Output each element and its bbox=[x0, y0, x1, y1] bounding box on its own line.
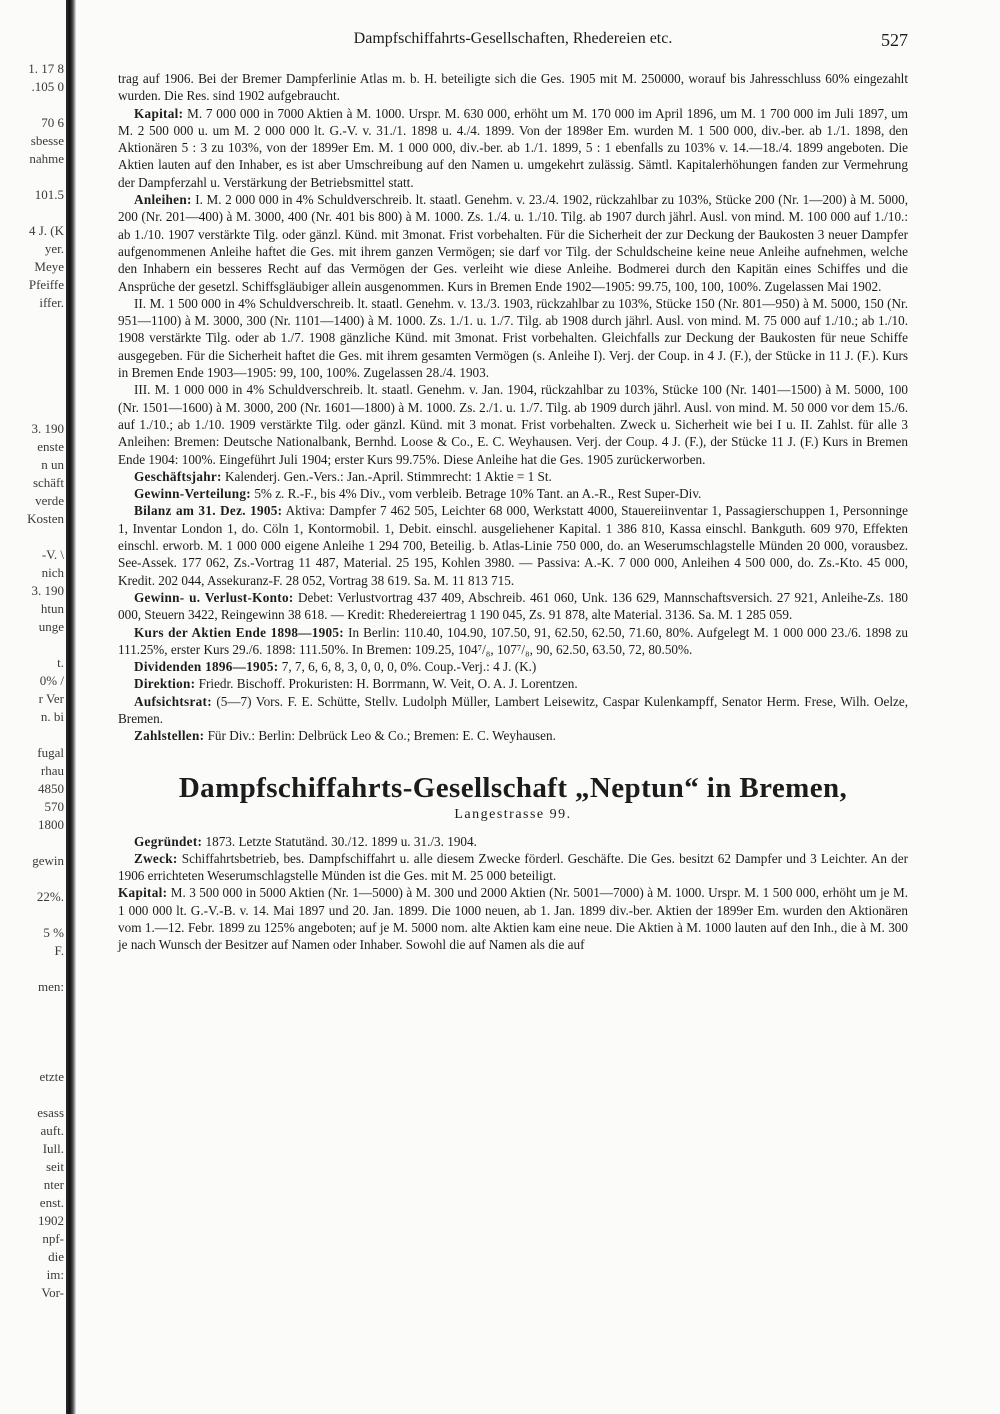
paragraph-text: trag auf 1906. Bei der Bremer Dampferlinie Atlas m. b. H. beteiligte sich die Ges. 1905 mit M. 250000, worauf bis Jahresschluss 60% eingezahlt wurden. Die Res. sind 1902 aufgebraucht. bbox=[118, 71, 908, 104]
paragraph-text: Friedr. Bischoff. Prokuristen: H. Borrmann, W. Veit, O. A. J. Lorentzen. bbox=[198, 676, 578, 692]
previous-page-margin bbox=[0, 60, 68, 1414]
margin-fragment bbox=[0, 996, 68, 1014]
paragraph bbox=[118, 589, 908, 624]
margin-fragment: enste bbox=[37, 439, 64, 454]
margin-fragment: fugal bbox=[37, 745, 64, 760]
paragraph bbox=[118, 675, 908, 692]
page-number: 527 bbox=[881, 30, 908, 50]
paragraph bbox=[118, 105, 908, 191]
margin-fragment bbox=[0, 96, 68, 114]
margin-fragment: 1800 bbox=[38, 817, 64, 832]
margin-fragment bbox=[0, 960, 68, 978]
running-header-title: Dampfschiffahrts-Gesellschaften, Rhedereien etc. bbox=[353, 30, 673, 47]
margin-fragment: etzte bbox=[39, 1069, 64, 1084]
margin-fragment: 1. 17 8 bbox=[28, 61, 64, 76]
paragraph bbox=[118, 502, 908, 588]
margin-fragment: nich bbox=[41, 565, 64, 580]
paragraph bbox=[118, 295, 908, 381]
paragraph bbox=[118, 833, 908, 850]
margin-fragment: t. bbox=[57, 655, 64, 670]
paragraph-text: 7, 7, 6, 6, 8, 3, 0, 0, 0, 0%. Coup.-Verj.: 4 J. (K.) bbox=[281, 659, 537, 675]
paragraph bbox=[118, 658, 908, 675]
paragraph-text: 5% z. R.-F., bis 4% Div., vom verbleib. Betrage 10% Tant. an A.-R., Rest Super-Div. bbox=[254, 486, 702, 502]
margin-fragment: auft. bbox=[40, 1123, 64, 1138]
margin-fragment: Iull. bbox=[42, 1141, 64, 1156]
section-label: Bilanz am 31. Dez. 1905: bbox=[134, 503, 283, 519]
margin-fragment: r Ver bbox=[38, 691, 64, 706]
paragraph bbox=[118, 468, 908, 485]
margin-fragment bbox=[0, 906, 68, 924]
paragraph bbox=[118, 70, 908, 105]
section-label: Zweck: bbox=[134, 850, 178, 866]
paragraph bbox=[118, 850, 908, 885]
margin-fragment: die bbox=[48, 1249, 64, 1264]
margin-fragment: F. bbox=[54, 943, 64, 958]
company-address: Langestrasse 99. bbox=[454, 806, 572, 822]
paragraph-text: Aktiva: Dampfer 7 462 505, Leichter 68 000, Werkstatt 4000, Stauereiinventar 1, Passagierschuppen 1, Personninge 1, Inventar London 1, do. Cöln 1, Kontormobil. 1, Debit. einschl. ausgeliehener Kapital. 1 386 810, Kassa einschl. Bankguth. 609 970, Effekten einschl. erworb. M. 1 000 000 eigene Anleihe 1 294 700, Beteilig. b. Atlas-Linie 750 000, do. an Weserumschlagstelle Münden 20 000, vorausbez. See-Assek. 177 062, Zs.-Vortrag 11 487, Material. 25 195, Kohlen 3980. — Passiva: A.-K. 7 000 000, Anleihen 4 500 000, do. Zs.-Kto. 45 000, Kredit. 202 044, Assekuranz-F. 28 052, Vortrag 38 619. Sa. M. 11 813 715. bbox=[118, 503, 908, 588]
margin-fragment: 70 6 bbox=[41, 115, 64, 130]
paragraph-text: II. M. 1 500 000 in 4% Schuldverschreib. lt. staatl. Genehm. v. 13./3. 1903, rückzahlbar zu 103%, Stücke 150 (Nr. 801—950) à M. 5000, 150 (Nr. 951—1100) à M. 3000, 300 (Nr. 1101—1400) à M. 1000. Zs. 1./1. u. 1./7. Tilg. ab 1908 durch jährl. Ausl. von mind. M. 75 000 auf 1./10.; ab 1./10. 1908 verstärkte Tilg. oder ab 1./7. 1908 gänzliche Künd. mit 3monat. Frist vorbehalten. Gleichfalls zur Deckung der Baukosten für neue Schiffe ausgegeben. Für die Sicherheit haftet die Ges. mit ihrem gesamten Vermögen (s. Anleihe I). Verj. der Coup. in 4 J. (F.), der Stücke in 11 J. (F.). Kurs in Bremen Ende 1903—1905: 99, 100, 100%. Zugelassen 28./4. 1903. bbox=[118, 295, 908, 381]
margin-fragment: 0% / bbox=[39, 673, 64, 688]
paragraph bbox=[118, 693, 908, 728]
section-label: Kapital: bbox=[118, 885, 168, 901]
running-header bbox=[118, 30, 908, 56]
paragraph-text: Debet: Verlustvortrag 437 409, Abschreib. 461 060, Unk. 136 629, Mannschaftsversich. 27 921, Anleihe-Zs. 180 000, Steuern 3422, Reingewinn 38 618. — Kredit: Rhedereiertrag 1 190 045, Zs. 91 878, alte Material. 3136. Sa. M. 1 285 059. bbox=[118, 589, 909, 623]
margin-fragment bbox=[0, 1014, 68, 1032]
margin-fragment: nter bbox=[43, 1177, 64, 1192]
margin-fragment: 4850 bbox=[38, 781, 64, 796]
margin-fragment: .105 0 bbox=[31, 79, 64, 94]
section-label: Aufsichtsrat: bbox=[134, 693, 212, 709]
margin-fragment: sbesse bbox=[30, 133, 64, 148]
paragraph-text: Für Div.: Berlin: Delbrück Leo & Co.; Bremen: E. C. Weyhausen. bbox=[207, 728, 556, 744]
margin-fragment: 3. 190 bbox=[31, 583, 64, 598]
paragraph-text: M. 7 000 000 in 7000 Aktien à M. 1000. Urspr. M. 630 000, erhöht um M. 170 000 im April 1896, um M. 1 700 000 im Juli 1897, um M. 2 500 000 u. um M. 2 000 000 lt. G.-V. v. 31./1. 1898 u. 4./4. 1899. Von der 1898er Em. wurden M. 1 500 000, div.-ber. ab 1./1. 1898, den Aktionären 5 : 3 zu 103%, von der 1899er Em. M. 1 000 000, div.-ber. ab 1./1. 1899, 5 : 1 ebenfalls zu 103% v. 14.—18./4. 1899 angeboten. Die Aktien lauten auf den Inhaber, es ist aber Umschreibung auf den Namen u. umgekehrt zulässig. Sämtl. Kapitalerhöhungen fanden zur Vermehrung der Dampferzahl u. Verstärkung der Betriebsmittel statt. bbox=[118, 105, 909, 190]
paragraph-text: M. 3 500 000 in 5000 Aktien (Nr. 1—5000) à M. 300 und 2000 Aktien (Nr. 5001—7000) à M. 1000. Urspr. M. 1 500 000, erhöht um je M. 1 000 000 lt. G.-V.-B. v. 14. Mai 1897 und 20. Jan. 1899. Die 1000 neuen, ab 1. Jan. 1899 div.-ber. Aktien der 1899er Em. wurden den Aktionären vom 1.—12. Febr. 1899 zu 125% angeboten; auf je M. 5000 nom. alte Aktien kam eine neue. Die Aktien à M. 1000 lauten auf den Inh., die à M. 300 je nach Wunsch der Besitzer auf Namen oder Inhaber. Sowohl die auf Namen als die auf bbox=[118, 885, 908, 953]
margin-fragment: 101.5 bbox=[34, 187, 64, 202]
paragraph bbox=[118, 624, 908, 659]
margin-fragment: htun bbox=[40, 601, 64, 616]
margin-fragment bbox=[0, 402, 68, 420]
margin-fragment: men: bbox=[38, 979, 64, 994]
section-label: Geschäftsjahr: bbox=[134, 468, 222, 484]
margin-fragment bbox=[0, 312, 68, 330]
margin-fragment bbox=[0, 1032, 68, 1050]
margin-fragment bbox=[0, 870, 68, 888]
paragraph bbox=[118, 727, 908, 744]
margin-fragment: 3. 190 bbox=[31, 421, 64, 436]
paragraph-text: I. M. 2 000 000 in 4% Schuldverschreib. lt. staatl. Genehm. v. 23./4. 1902, rückzahlbar zu 103%, Stücke 200 (Nr. 1—200) à M. 5000, 200 (Nr. 201—400) à M. 3000, 400 (Nr. 401 bis 800) à M. 1000. Zs. 1./4. u. 1./10. Tilg. ab 1907 durch jährl. Ausl. von mind. M. 100 000 auf 1./10.: ab 1./10. 1907 verstärkte Tilg. oder gänzl. Künd. mit 3monat. Frist vorbehalten. Für die Sicherheit der zur Deckung der Baukosten 3 neuer Dampfer aufgenommenen Anleihe haftet die Ges. mit ihrem ganzen Vermögen; sie darf vor Tilg. der Schuldscheine keine neue Anleihe aufnehmen, welche den Inhabern ein besseres Recht auf das Vermögen der Ges. verleiht wie diese Anleihe. Bodmerei durch den Kapitän eines Schiffes und die Ansprüche der gesetzl. Schiffsgläubiger allein ausgenommen. Kurs in Bremen Ende 1902—1905: 99.75, 100, 100, 100%. Zugelassen Mai 1902. bbox=[118, 192, 908, 294]
margin-fragment: 1902 bbox=[38, 1213, 64, 1228]
margin-fragment bbox=[0, 636, 68, 654]
book-fold-shadow bbox=[66, 0, 76, 1414]
margin-fragment: n. bi bbox=[40, 709, 64, 724]
section-label: Gewinn- u. Verlust-Konto: bbox=[134, 589, 294, 605]
margin-fragment: 5 % bbox=[43, 925, 64, 940]
paragraph-text: (5—7) Vors. F. E. Schütte, Stellv. Ludolph Müller, Lambert Leisewitz, Caspar Kulenkampff, Senator Herm. Frese, Wilh. Oelze, Bremen. bbox=[118, 693, 909, 726]
paragraph-text: In Berlin: 110.40, 104.90, 107.50, 91, 62.50, 62.50, 71.60, 80%. Aufgelegt M. 1 000 000 23./6. 1898 zu 111.25%, erster Kurs 29./6. 1898: 111.50%. In Bremen: 109.25, 104⁷/₈, 107⁷/₈, 90, 62.50, 63.50, 72, 80.50%. bbox=[118, 624, 909, 657]
margin-fragment: Pfeiffe bbox=[28, 277, 64, 292]
margin-fragment: esass bbox=[37, 1105, 64, 1120]
margin-fragment: rhau bbox=[40, 763, 64, 778]
paragraph bbox=[118, 381, 908, 467]
margin-fragment: -V. \ bbox=[41, 547, 64, 562]
margin-fragment: verde bbox=[35, 493, 64, 508]
margin-fragment: nahme bbox=[29, 151, 64, 166]
paragraph bbox=[118, 485, 908, 502]
margin-fragment bbox=[0, 168, 68, 186]
section-label: Gewinn-Verteilung: bbox=[134, 486, 252, 502]
margin-fragment: unge bbox=[38, 619, 64, 634]
margin-fragment bbox=[0, 384, 68, 402]
margin-fragment: npf- bbox=[42, 1231, 64, 1246]
paragraph-text: Kalenderj. Gen.-Vers.: Jan.-April. Stimmrecht: 1 Aktie = 1 St. bbox=[225, 468, 552, 484]
previous-company-entry bbox=[118, 70, 908, 745]
margin-fragment bbox=[0, 330, 68, 348]
margin-fragment: enst. bbox=[39, 1195, 64, 1210]
paragraph-text: Schiffahrtsbetrieb, bes. Dampfschiffahrt u. alle diesem Zwecke förderl. Geschäfte. Die Ges. besitzt 62 Dampfer und 3 Leichter. An der 1906 errichteten Weserumschlagstelle Münden ist die Ges. mit M. 25 000 beteiligt. bbox=[118, 850, 908, 884]
margin-fragment bbox=[0, 204, 68, 222]
section-label: Anleihen: bbox=[134, 192, 192, 208]
section-label: Zahlstellen: bbox=[134, 728, 205, 744]
margin-fragment bbox=[0, 726, 68, 744]
margin-fragment: n un bbox=[41, 457, 64, 472]
paragraph-text: III. M. 1 000 000 in 4% Schuldverschreib. lt. staatl. Genehm. v. Jan. 1904, rückzahlbar zu 103%, Stücke 100 (Nr. 1401—1500) à M. 5000, 100 (Nr. 1501—1600) à M. 3000, 200 (Nr. 1601—1800) à M. 1000. Zs. 2./1. u. 1./7. Tilg. ab 1909 durch jährl. Ausl. von mind. M. 50 000 vor dem 15./6. auf 1./10.; ab 1./10. 1909 verstärkte Tilg. oder gänzl. Künd. mit 3 monat. Frist vorbehalten. Zweck u. Sicherheit wie bei I u. II. Zahlst. für alle 3 Anleihen: Bremen: Deutsche Nationalbank, Bernhd. Loose & Co., E. C. Weyhausen. Verj. der Coup. 4 J. (F.), der Stücke 11 J. (F.) Kurs in Bremen Ende 1904: 100%. Eingeführt Juli 1904; erster Kurs 99.75%. Diese Anleihe hat die Ges. 1905 zurückerworben. bbox=[118, 382, 908, 467]
margin-fragment: schäft bbox=[32, 475, 64, 490]
paragraph-text: 1873. Letzte Statutänd. 30./12. 1899 u. 31./3. 1904. bbox=[205, 833, 477, 849]
section-label: Dividenden 1896—1905: bbox=[134, 659, 279, 675]
margin-fragment bbox=[0, 834, 68, 852]
margin-fragment bbox=[0, 528, 68, 546]
margin-fragment bbox=[0, 366, 68, 384]
section-label: Kapital: bbox=[134, 105, 184, 121]
margin-fragment: Vor- bbox=[41, 1285, 64, 1300]
margin-fragment: gewin bbox=[32, 853, 64, 868]
paragraph bbox=[118, 884, 908, 953]
margin-fragment: 4 J. (K bbox=[28, 223, 64, 238]
section-label: Direktion: bbox=[134, 676, 196, 692]
margin-fragment: Meye bbox=[34, 259, 64, 274]
paragraph bbox=[118, 191, 908, 295]
margin-fragment bbox=[0, 348, 68, 366]
margin-fragment: im: bbox=[46, 1267, 64, 1282]
margin-fragment: Kosten bbox=[27, 511, 64, 526]
section-label: Kurs der Aktien Ende 1898—1905: bbox=[134, 624, 344, 640]
margin-fragment bbox=[0, 1050, 68, 1068]
margin-fragment: 570 bbox=[44, 799, 64, 814]
margin-fragment: iffer. bbox=[39, 295, 64, 310]
margin-fragment bbox=[0, 1086, 68, 1104]
neptun-company-entry bbox=[118, 833, 908, 954]
company-title: Dampfschiffahrts-Gesellschaft „Neptun“ in Bremen, bbox=[178, 771, 848, 804]
margin-fragment: yer. bbox=[44, 241, 64, 256]
margin-fragment: 22%. bbox=[36, 889, 64, 904]
page-content bbox=[118, 30, 908, 954]
margin-fragment: seit bbox=[45, 1159, 64, 1174]
section-label: Gegründet: bbox=[134, 833, 203, 849]
